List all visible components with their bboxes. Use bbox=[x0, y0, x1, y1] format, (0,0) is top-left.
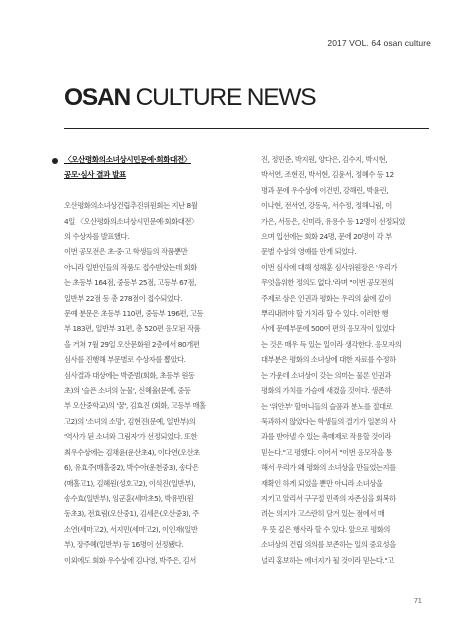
article-text-line: 문예 분문은 초등부 110편, 중등부 196편, 고등 bbox=[64, 309, 204, 319]
article-text-line: 는 것은 매우 득 있는 일이라 생각한다. 응모자의 bbox=[261, 339, 402, 349]
article-text-line: 가은, 서동은, 신미라, 유용수 등 12명이 선정되었 bbox=[261, 216, 405, 226]
article-text-line: 려는 의지가 고스란히 담겨 있는 점에서 매 bbox=[261, 509, 385, 519]
page-title-bold: OSAN bbox=[64, 84, 130, 111]
article-text-line: 부 오산중학교)의 '꿈', 김효진 (회화, 고등부 매홀 bbox=[64, 401, 206, 411]
article-text-line: 는 '위안부' 할머니들의 슬픔과 분노를 절대로 bbox=[261, 401, 393, 411]
article-text-line: 심사결과 대상에는 박준범(회화, 초등부 원동 bbox=[64, 370, 195, 380]
article-text-line: '역사가 된 소녀와 그림자'가 선정되었다. 또한 bbox=[64, 432, 198, 442]
article-text-line: 뿌리내려야 할 가치라 할 수 있다. 이러한 행 bbox=[261, 309, 389, 319]
article-column-right bbox=[261, 152, 429, 568]
article-text-line: 이번 공모전은 초·중·고 학생들의 작품뿐만 bbox=[64, 247, 188, 257]
article-text-line: 과를 받아낼 수 있는 촉매제로 작용할 것이라 bbox=[261, 432, 391, 442]
article-text-line: 일반부 22점 등 총 278점이 접수되었다. bbox=[64, 293, 182, 303]
article-headline bbox=[64, 152, 232, 183]
article-text-line: 을 거쳐 7월 29일 오산문화원 2층에서 80개편 bbox=[64, 339, 200, 349]
article-text-line: 아니라 일반인들의 작품도 접수받았는데 회화 bbox=[64, 262, 197, 272]
article-text-line: 묵과하지 않았다는 학생들의 결기가 일본의 사 bbox=[261, 416, 396, 426]
article-text-line: 의 수상자를 발표했다. bbox=[64, 232, 129, 242]
article-text-line: 문별 수상의 영예를 안게 되었다. bbox=[261, 247, 357, 257]
title-divider bbox=[64, 128, 429, 129]
article-text-line: 주제로 삼은 인권과 평화는 우리의 삶에 깊이 bbox=[261, 293, 391, 303]
article-headline-line2: 공모·심사 결과 발표 bbox=[64, 170, 126, 180]
article-text-line: 최우수상에는 김채윤(운산초4), 이다연(오산초 bbox=[64, 447, 200, 457]
issue-label: 2017 VOL. 64 osan culture bbox=[327, 38, 431, 48]
article-text-line: 이번 심사에 대해 성해훈 심사위원장은 '우리가 bbox=[261, 262, 398, 272]
article-text-line: 이나현, 전서연, 강동욱, 서수정, 정해니림, 이 bbox=[261, 201, 392, 211]
article-text-line: 널리 홍보하는 에너지가 될 것이라 믿는다."고 bbox=[261, 555, 394, 565]
article-text-line: 사에 문예부문에 500여 편의 응모작이 있었다 bbox=[261, 324, 396, 334]
article-text-line: 우 뜻 깊은 행사라 할 수 있다. 앞으로 평화의 bbox=[261, 524, 391, 534]
article-text-line: 대부분은 평화의 소녀상에 대한 자료를 수정하 bbox=[261, 355, 396, 365]
page-title bbox=[64, 84, 315, 112]
article-text-line: 명과 문에 우수상에 이건빈, 강해린, 박윤린, bbox=[261, 185, 389, 195]
article-text-line: 평화의 가치를 가슴에 새겼을 것이다. 생존하 bbox=[261, 386, 391, 396]
article-text-line: 지키고 알리서 구구절 민족의 자존심을 회복하 bbox=[261, 493, 396, 503]
article-text-line: 진, 정민준, 박지원, 양다은, 김수지, 박시현, bbox=[261, 155, 388, 164]
page-title-rest: CULTURE NEWS bbox=[130, 84, 316, 111]
article-text-line: 해서 우리가 왜 평화의 소녀상을 만들었는지를 bbox=[261, 463, 396, 473]
page-number: 71 bbox=[414, 598, 422, 605]
article-text-line: 는 가운데 소녀상이 갖는 의미는 물론 인권과 bbox=[261, 370, 391, 380]
article-text-line: 박서연, 조현진, 박서현, 김윤서, 정혜수 등 12 bbox=[261, 170, 394, 180]
article-text-line: 이외에도 회화 우수상에 김나영, 박주은, 김서 bbox=[64, 555, 196, 565]
article-text-line: 소연(세마고2), 서지민(세마고2), 이인재(일반 bbox=[64, 524, 198, 534]
article-headline-line1: 〈오산평화의소녀상시민문예·회화대전〉 bbox=[64, 155, 191, 164]
article-text-line: 동초3), 전효림(오산중1), 김세은(오산중3), 주 bbox=[64, 509, 199, 519]
article-text-line: 부), 장주혜(일반부) 등 16명이 선정됐다. bbox=[64, 540, 184, 550]
paragraph-gap bbox=[64, 183, 232, 198]
bullet-icon bbox=[52, 158, 58, 164]
article-text-line: 고2)의 '소녀의 소망', 김현진(문예, 일반부)의 bbox=[64, 416, 196, 426]
article-text-line: (매홀고1), 김혜원(성호고2), 이석진(일반부), bbox=[64, 478, 196, 488]
article-text-line: 4일 〈오산평화의소녀상시민문예·회화대전〉 bbox=[64, 216, 198, 226]
article-text-line: 으며 입선에는 회화 24명, 문에 20명이 각 부 bbox=[261, 232, 392, 242]
article-text-line: 송수효(일반부), 임군훈(세마초5), 박유빈(원 bbox=[64, 493, 194, 503]
article-text-line: 초)의 '슬픈 소녀의 눈물', 신혜율(문예, 중등 bbox=[64, 386, 191, 396]
article-text-line: 6), 유효주(매홀중2), 박수아(운천중3), 송다은 bbox=[64, 463, 199, 473]
article-text-line: 부 183편, 일반부 31편, 총 520편 응모된 작품 bbox=[64, 324, 201, 334]
article-text-line: 심사를 진행해 부문별로 수상자를 뽑았다. bbox=[64, 355, 186, 365]
article-text-line: 믿는다."고 평했다. 이어서 "이번 응모작을 통 bbox=[261, 447, 393, 457]
article-text-line: 는 초등부 164점, 중등부 25점, 고등부 67점, bbox=[64, 278, 196, 288]
article-text-line: 재확인 하게 되었을 뿐만 아니라 소녀상을 bbox=[261, 478, 383, 488]
article-text-line: 소녀상의 건립 의의를 보존하는 일의 중요성을 bbox=[261, 540, 396, 550]
article-column-left bbox=[64, 152, 232, 568]
article-text-line: 무엇을위한 정의도 없다.'라며 "이번 공모전의 bbox=[261, 278, 394, 288]
article-text-line: 오산평화의소녀상건립추진위원회는 지난 8월 bbox=[64, 201, 198, 211]
